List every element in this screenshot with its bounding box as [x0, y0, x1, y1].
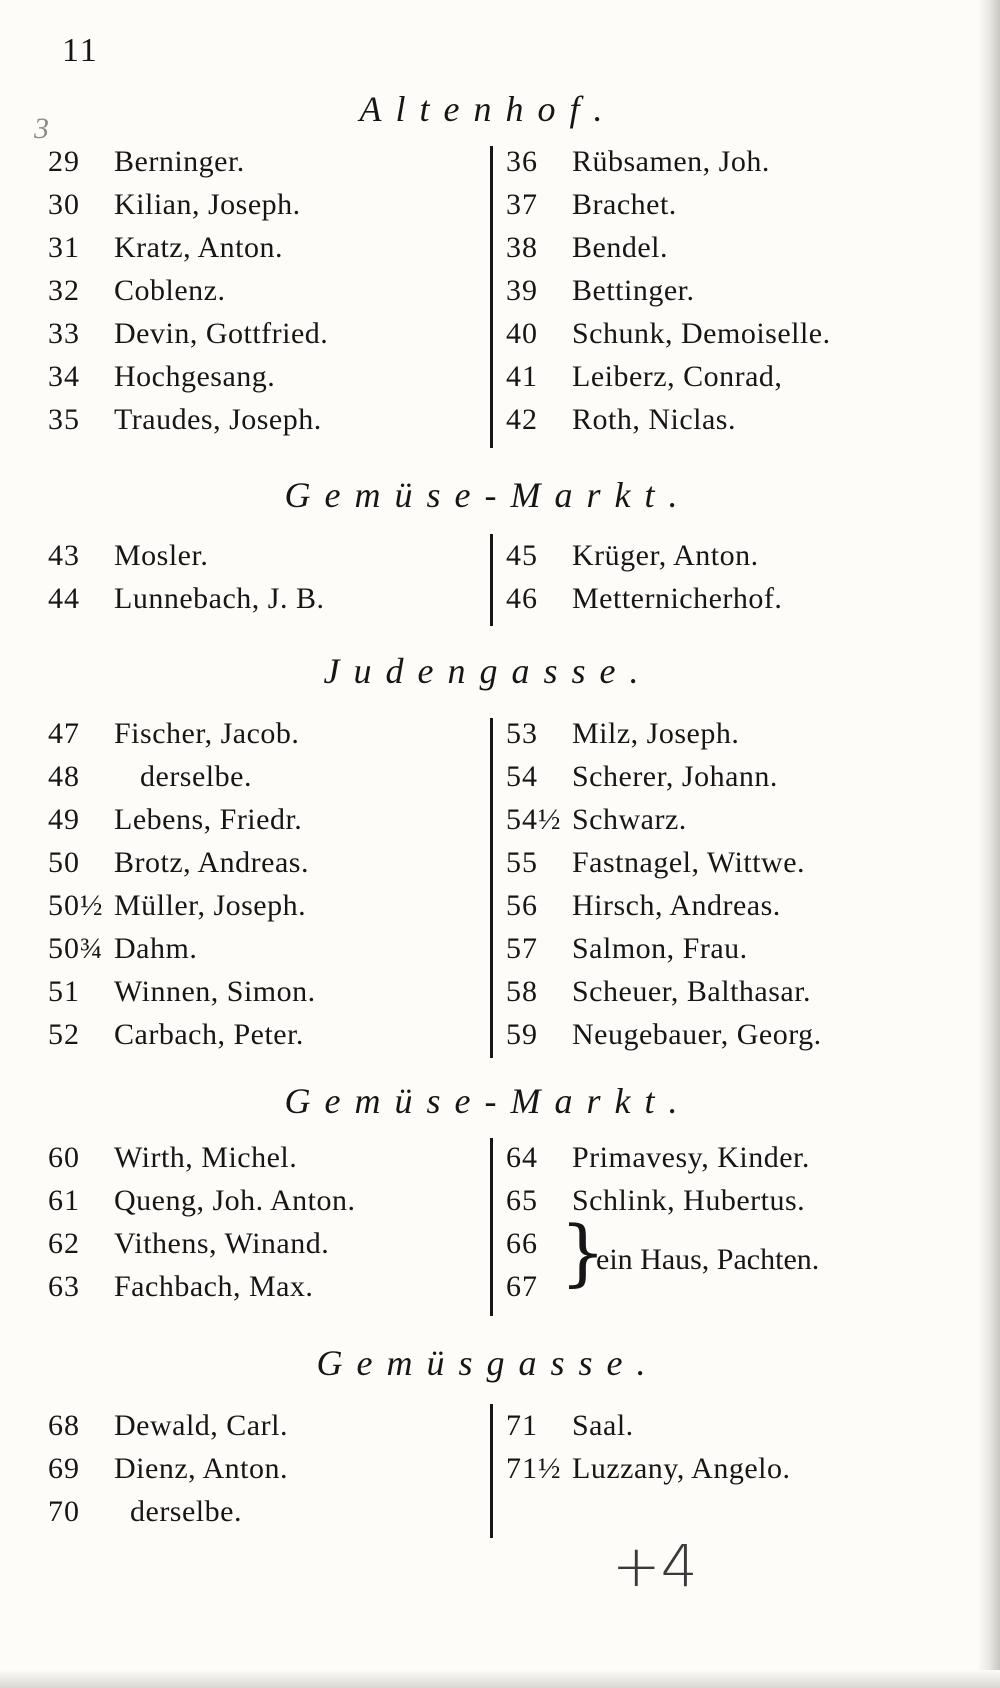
house-number: 60 — [48, 1141, 80, 1174]
right-column — [506, 534, 782, 620]
resident-name: Leiberz, Conrad, — [572, 360, 783, 393]
list-item — [506, 1013, 822, 1056]
list-item — [506, 1179, 810, 1222]
house-number: 43 — [48, 539, 80, 572]
resident-name: derselbe. — [130, 1495, 242, 1528]
list-item — [48, 577, 324, 620]
house-number: 41 — [506, 360, 538, 393]
list-item — [506, 927, 822, 970]
resident-name: Traudes, Joseph. — [114, 403, 322, 436]
house-number: 62 — [48, 1227, 80, 1260]
right-column — [506, 1404, 790, 1490]
column-divider — [490, 534, 493, 626]
resident-name: Dewald, Carl. — [114, 1409, 288, 1442]
list-item — [506, 798, 822, 841]
house-number: 36 — [506, 145, 538, 178]
page-edge-shadow — [978, 0, 1000, 1688]
house-number: 57 — [506, 932, 538, 965]
section-heading: Gemüse-Markt. — [284, 475, 692, 515]
list-item — [506, 398, 831, 441]
list-item — [48, 1013, 316, 1056]
resident-name: Mosler. — [114, 539, 209, 572]
house-number: 58 — [506, 975, 538, 1008]
right-column — [506, 1136, 810, 1308]
right-column — [506, 712, 822, 1056]
resident-name: derselbe. — [140, 760, 252, 793]
list-item — [48, 927, 316, 970]
list-item — [48, 841, 316, 884]
house-number: 66 — [506, 1227, 538, 1260]
resident-name: Wirth, Michel. — [114, 1141, 298, 1174]
resident-name: Metternicherhof. — [572, 582, 783, 615]
resident-name: Coblenz. — [114, 274, 226, 307]
left-column — [48, 534, 324, 620]
list-item — [506, 577, 782, 620]
list-item — [48, 1265, 356, 1308]
house-number: 49 — [48, 803, 80, 836]
list-item — [48, 1404, 288, 1447]
list-item — [506, 841, 822, 884]
resident-name: Krüger, Anton. — [572, 539, 759, 572]
house-number: 46 — [506, 582, 538, 615]
list-item — [506, 312, 831, 355]
resident-name: Milz, Joseph. — [572, 717, 740, 750]
house-number: 51 — [48, 975, 80, 1008]
resident-name: Rübsamen, Joh. — [572, 145, 770, 178]
left-column — [48, 1136, 356, 1308]
house-number: 53 — [506, 717, 538, 750]
house-number: 69 — [48, 1452, 80, 1485]
house-number: 54 — [506, 760, 538, 793]
list-item — [48, 755, 316, 798]
resident-name: Hochgesang. — [114, 360, 276, 393]
list-item — [506, 226, 831, 269]
list-item — [48, 970, 316, 1013]
resident-name: Queng, Joh. Anton. — [114, 1184, 356, 1217]
resident-name: Berninger. — [114, 145, 245, 178]
resident-name: Kilian, Joseph. — [114, 188, 301, 221]
house-number: 50 — [48, 846, 80, 879]
list-item — [506, 884, 822, 927]
resident-name: Fachbach, Max. — [114, 1270, 314, 1303]
house-number: 35 — [48, 403, 80, 436]
house-number: 34 — [48, 360, 80, 393]
house-number: 47 — [48, 717, 80, 750]
list-item — [48, 140, 328, 183]
section-altenhof — [48, 88, 928, 436]
list-item — [48, 398, 328, 441]
resident-name: Winnen, Simon. — [114, 975, 316, 1008]
house-number: 56 — [506, 889, 538, 922]
resident-name: Neugebauer, Georg. — [572, 1018, 822, 1051]
page-bottom-edge — [0, 1670, 1000, 1688]
resident-name: Fischer, Jacob. — [114, 717, 300, 750]
list-item — [506, 712, 822, 755]
house-number: 31 — [48, 231, 80, 264]
brace-glyph: } — [560, 1210, 606, 1294]
resident-name: Vithens, Winand. — [114, 1227, 330, 1260]
house-number: 39 — [506, 274, 538, 307]
resident-name: Dahm. — [114, 932, 198, 965]
resident-name: Devin, Gottfried. — [114, 317, 329, 350]
list-item — [506, 269, 831, 312]
resident-name: Schunk, Demoiselle. — [572, 317, 831, 350]
resident-name: Bendel. — [572, 231, 668, 264]
resident-name: Salmon, Frau. — [572, 932, 748, 965]
house-number: 71 — [506, 1409, 538, 1442]
section-heading: Gemüse-Markt. — [284, 1081, 692, 1121]
pencil-annotation: +4 — [612, 1532, 698, 1600]
house-number: 61 — [48, 1184, 80, 1217]
house-number: 29 — [48, 145, 80, 178]
resident-name: Luzzany, Angelo. — [572, 1452, 791, 1485]
house-number: 40 — [506, 317, 538, 350]
list-item — [506, 534, 782, 577]
section-gemuese-markt-2 — [48, 1080, 928, 1320]
column-divider — [490, 1404, 493, 1538]
house-number: 30 — [48, 188, 80, 221]
list-item — [506, 970, 822, 1013]
right-column — [506, 140, 831, 441]
resident-name: Hirsch, Andreas. — [572, 889, 781, 922]
house-number: 64 — [506, 1141, 538, 1174]
house-number: 44 — [48, 582, 80, 615]
house-number: 67 — [506, 1270, 538, 1303]
section-heading: Gemüsgasse. — [316, 1343, 660, 1383]
resident-name: Carbach, Peter. — [114, 1018, 304, 1051]
house-number: 71½ — [506, 1452, 562, 1485]
left-column — [48, 1404, 288, 1533]
resident-name: Müller, Joseph. — [114, 889, 307, 922]
resident-name: Fastnagel, Wittwe. — [572, 846, 806, 879]
brace-note: ein Haus, Pachten. — [596, 1243, 820, 1276]
left-column — [48, 712, 316, 1056]
list-item — [48, 269, 328, 312]
house-number: 63 — [48, 1270, 80, 1303]
house-number: 50½ — [48, 889, 104, 922]
list-item — [48, 1447, 288, 1490]
list-item — [506, 755, 822, 798]
list-item — [48, 183, 328, 226]
resident-name: Scherer, Johann. — [572, 760, 778, 793]
house-number: 42 — [506, 403, 538, 436]
list-item — [506, 183, 831, 226]
list-item — [48, 534, 324, 577]
list-item — [506, 1136, 810, 1179]
section-heading: Altenhof. — [359, 89, 617, 129]
page-number: 11 — [62, 32, 99, 69]
house-number: 50¾ — [48, 932, 104, 965]
house-number: 55 — [506, 846, 538, 879]
list-item — [48, 798, 316, 841]
left-column — [48, 140, 328, 441]
house-number: 59 — [506, 1018, 538, 1051]
house-number: 38 — [506, 231, 538, 264]
list-item — [506, 1404, 790, 1447]
house-number: 48 — [48, 760, 80, 793]
resident-name: Lunnebach, J. B. — [114, 582, 325, 615]
list-item — [506, 355, 831, 398]
section-judengasse — [48, 650, 928, 1060]
resident-name: Roth, Niclas. — [572, 403, 736, 436]
list-item — [48, 1222, 356, 1265]
list-item — [506, 140, 831, 183]
column-divider — [490, 718, 493, 1058]
list-item — [48, 884, 316, 927]
list-item — [48, 1490, 288, 1533]
resident-name: Scheuer, Balthasar. — [572, 975, 812, 1008]
margin-pencil-mark: 3 — [34, 112, 49, 145]
resident-name: Kratz, Anton. — [114, 231, 283, 264]
resident-name: Lebens, Friedr. — [114, 803, 303, 836]
column-divider — [490, 146, 493, 448]
house-number: 65 — [506, 1184, 538, 1217]
resident-name: Schwarz. — [572, 803, 687, 836]
list-item — [48, 226, 328, 269]
house-number: 33 — [48, 317, 80, 350]
house-number: 37 — [506, 188, 538, 221]
resident-name: Brachet. — [572, 188, 677, 221]
resident-name: Dienz, Anton. — [114, 1452, 288, 1485]
list-item — [506, 1447, 790, 1490]
house-number: 45 — [506, 539, 538, 572]
house-number: 70 — [48, 1495, 80, 1528]
list-item — [48, 1136, 356, 1179]
resident-name: Bettinger. — [572, 274, 695, 307]
house-number: 68 — [48, 1409, 80, 1442]
section-gemuesgasse — [48, 1342, 928, 1542]
resident-name: Primavesy, Kinder. — [572, 1141, 810, 1174]
list-item — [48, 312, 328, 355]
list-item — [48, 1179, 356, 1222]
list-item — [48, 712, 316, 755]
section-gemuese-markt-1 — [48, 474, 928, 634]
house-number: 52 — [48, 1018, 80, 1051]
house-number: 32 — [48, 274, 80, 307]
house-number: 54½ — [506, 803, 562, 836]
section-heading: Judengasse. — [323, 651, 653, 691]
resident-name: Brotz, Andreas. — [114, 846, 309, 879]
resident-name: Saal. — [572, 1409, 634, 1442]
list-item — [48, 355, 328, 398]
resident-name: Schlink, Hubertus. — [572, 1184, 806, 1217]
column-divider — [490, 1138, 493, 1316]
